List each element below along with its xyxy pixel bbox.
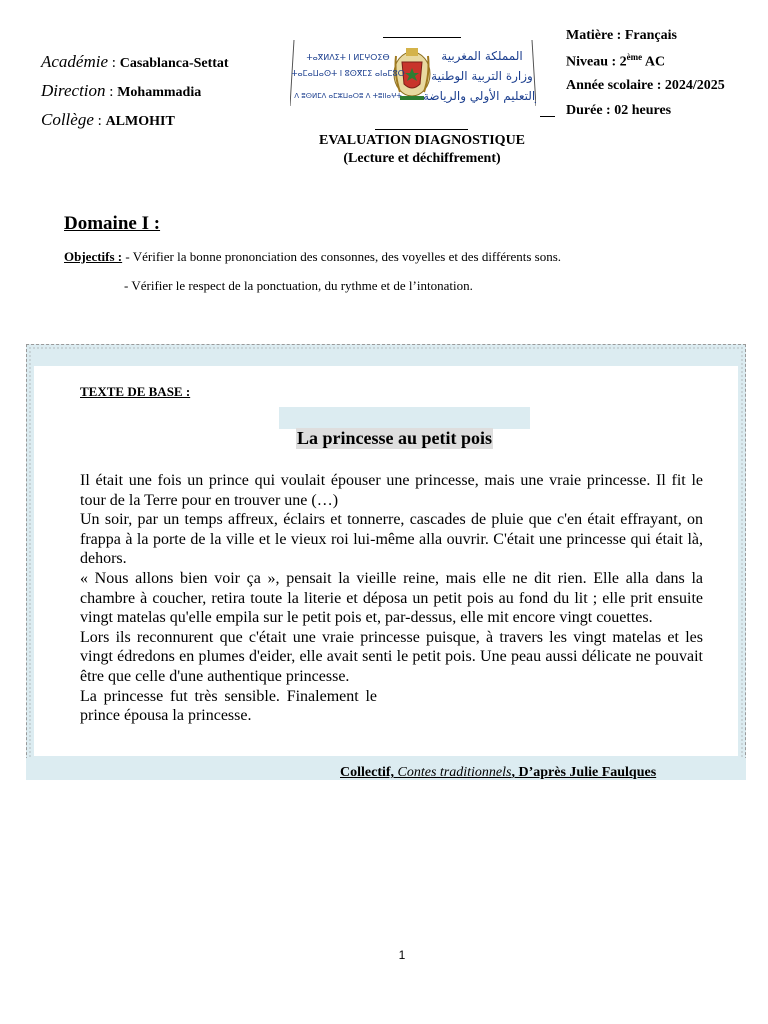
page-number: 1 bbox=[398, 948, 406, 962]
side-rule bbox=[540, 116, 555, 117]
domain-title: Domaine I : bbox=[64, 213, 161, 234]
base-text-label: TEXTE DE BASE : bbox=[80, 384, 191, 399]
tifinagh-line-1: ⵜⴰⴳⵍⴷⵉⵜ ⵏ ⵍⵎⵖⵔⵉⴱ bbox=[306, 53, 390, 62]
annee-text: Année scolaire : 2024/2025 bbox=[566, 78, 725, 93]
duree-text: Durée : 02 heures bbox=[566, 103, 672, 118]
credit-suffix: , D’après Julie Faulques bbox=[511, 765, 657, 780]
credit-work: Contes traditionnels bbox=[397, 765, 512, 780]
objective-2: - Vérifier le respect de la ponctuation, du rythme et de l’intonation. bbox=[124, 278, 473, 293]
objective-line-1 bbox=[64, 249, 561, 265]
story-paragraph: La princesse fut très sensible. Finalement le prince épousa la princesse. bbox=[80, 687, 377, 725]
story-paragraph: Un soir, par un temps affreux, éclairs et tonnerre, cascades de pluie que c'en était effrayant, on frappa à la porte de la ville et le vieux roi lui-même alla ouvrir. C'était une princesse qui était là, dehors. bbox=[80, 511, 703, 568]
ministry-logo bbox=[290, 38, 536, 108]
story-body bbox=[80, 471, 703, 726]
credit-prefix: Collectif, bbox=[340, 765, 398, 780]
tifinagh-line-3: ⴷ ⵓⵙⵍⵎⴷ ⴰⵎⵣⵡⴰⵔⵓ ⴷ ⵜⵓⵏⵏⴰⵖⵜ bbox=[294, 92, 402, 100]
college-line: Collège : ALMOHIT bbox=[41, 110, 175, 129]
text-title: La princesse au petit pois bbox=[297, 428, 493, 448]
objective-1: - Vérifier la bonne prononciation des consonnes, des voyelles et des différents sons. bbox=[122, 249, 562, 264]
arabic-line-2: وزارة التربية الوطنية bbox=[431, 69, 533, 83]
niveau-line bbox=[566, 52, 665, 71]
academie-label: Académie bbox=[41, 52, 109, 71]
bottom-rule bbox=[375, 129, 468, 130]
niveau-suffix: AC bbox=[644, 54, 666, 70]
eval-subtitle: (Lecture et déchiffrement) bbox=[343, 151, 501, 166]
matiere-text: Matière : Français bbox=[566, 28, 677, 43]
direction-value: Mohammadia bbox=[117, 85, 202, 100]
story-paragraph: Il était une fois un prince qui voulait épouser une princesse, mais une vraie princesse. Il fit le tour de la Terre pour en trouver une (…) bbox=[80, 472, 703, 509]
arabic-line-3: والتعليم الأولي والرياضة bbox=[422, 89, 536, 103]
source-credit bbox=[340, 765, 656, 781]
objectifs-label: Objectifs : bbox=[64, 249, 123, 264]
college-label: Collège bbox=[41, 110, 94, 129]
niveau-number: 2 bbox=[619, 54, 627, 70]
academie-value: Casablanca-Settat bbox=[119, 56, 229, 71]
tifinagh-line-2: ⵜⴰⵎⴰⵡⴰⵙⵜ ⵏ ⵓⵙⴳⵎⵉ ⴰⵏⴰⵎⵓⵔ bbox=[291, 69, 405, 78]
college-value: ALMOHIT bbox=[105, 114, 175, 129]
academie-line: Académie : Casablanca-Settat bbox=[41, 52, 229, 71]
eval-title: EVALUATION DIAGNOSTIQUE bbox=[318, 133, 526, 148]
arabic-line-1: المملكة المغربية bbox=[441, 49, 523, 63]
story-paragraph: « Nous allons bien voir ça », pensait la vieille reine, mais elle ne dit rien. Elle alla dans la chambre à coucher, retira toute la literie et déposa un petit pois au fond du lit ; elle prit ensuite vingt matelas qu'elle empila sur le petit pois et, par-dessus, elle mit encore vingt couettes. bbox=[80, 569, 703, 627]
title-highlight-bar bbox=[279, 407, 530, 429]
direction-label: Direction bbox=[41, 81, 106, 100]
niveau-label: Niveau : bbox=[566, 54, 617, 70]
story-paragraph: Lors ils reconnurent que c'était une vraie princesse puisque, à travers les vingt matelas et les vingt édredons en plumes d'eider, elle avait senti le petit pois. Une peau aussi délicate ne pouvait être que celle d'une authentique princesse. bbox=[80, 628, 703, 685]
niveau-superscript: ème bbox=[626, 52, 643, 62]
direction-line: Direction : Mohammadia bbox=[41, 81, 202, 100]
